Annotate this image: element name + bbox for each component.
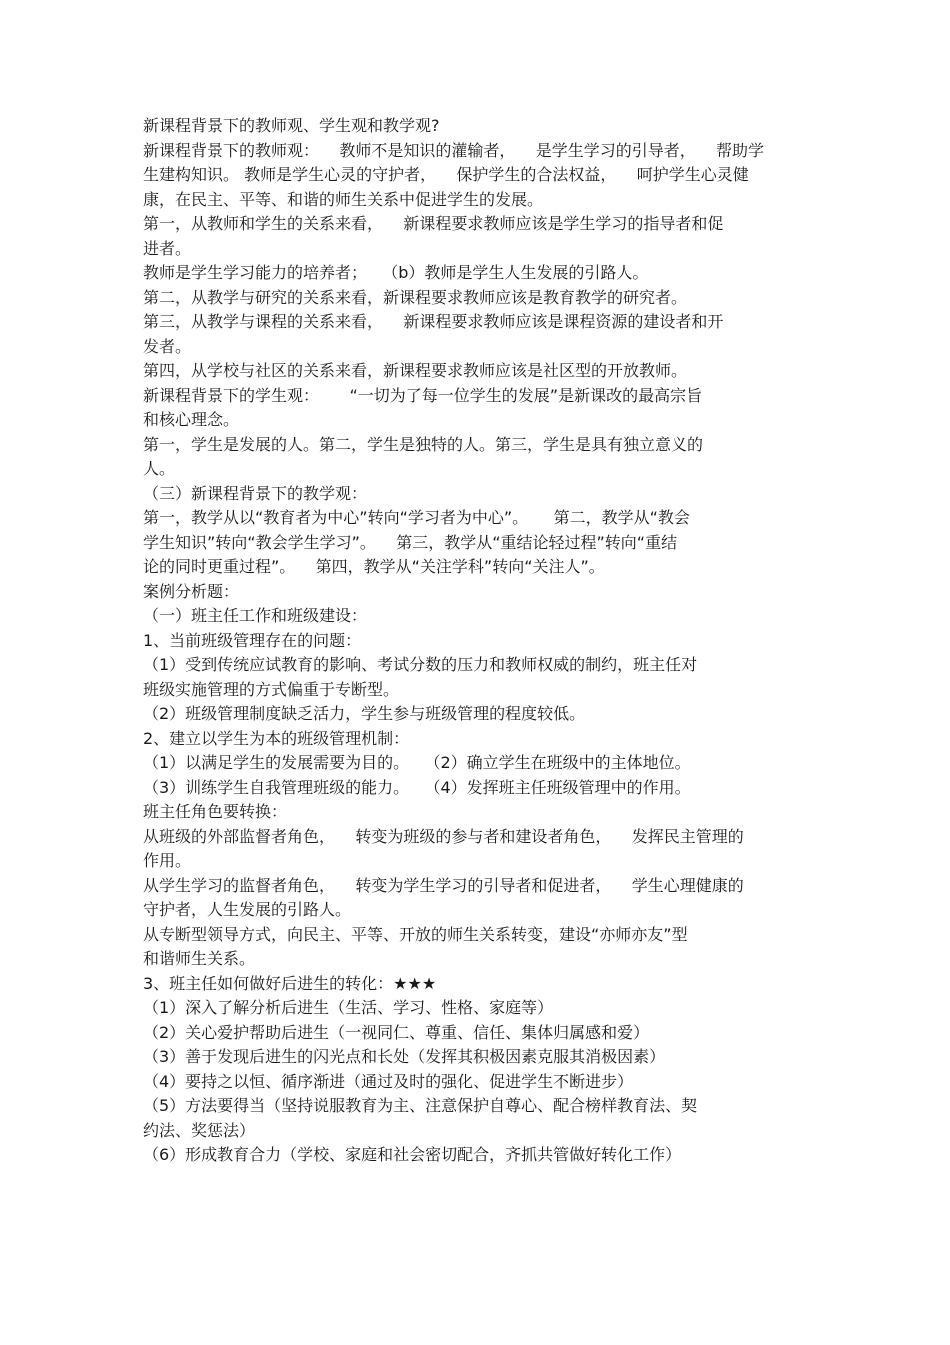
- text-line: 守护者，人生发展的引路人。: [143, 900, 352, 919]
- text-line: 第一，从教师和学生的关系来看， 新课程要求教师应该是学生学习的指导者和促: [143, 214, 724, 233]
- text-line: 发者。: [143, 336, 192, 356]
- list-item: 班级实施管理的方式偏重于专断型。: [143, 679, 400, 699]
- text-line: 进者。: [143, 238, 192, 258]
- text-line: 新课程背景下的教师观： 教师不是知识的灌输者， 是学生学习的引导者， 帮助学: [143, 140, 765, 160]
- text-line: 第一，学生是发展的人。第二，学生是独特的人。第三，学生是具有独立意义的: [143, 434, 704, 454]
- text-line: 生建构知识。 教师是学生心灵的守护者， 保护学生的合法权益， 呵护学生心灵健: [143, 165, 749, 184]
- subsection-heading: 3、班主任如何做好后进生的转化：★★★: [143, 973, 437, 993]
- text-line: 第三，从教学与课程的关系来看， 新课程要求教师应该是课程资源的建设者和开: [143, 312, 724, 331]
- list-item: （1）受到传统应试教育的影响、考试分数的压力和教师权威的制约，班主任对: [143, 655, 698, 674]
- list-item: （2）班级管理制度缺乏活力，学生参与班级管理的程度较低。: [143, 704, 586, 723]
- text-line: 和谐师生关系。: [143, 949, 256, 968]
- list-item: （5）方法要得当（坚持说服教育为主、注意保护自尊心、配合榜样教育法、契: [143, 1096, 698, 1115]
- list-item: （1）深入了解分析后进生（生活、学习、性格、家庭等）: [143, 998, 554, 1017]
- document-title: 新课程背景下的教师观、学生观和教学观?: [143, 116, 440, 135]
- document-body: [143, 114, 823, 1168]
- text-line: 和核心理念。: [143, 410, 240, 429]
- text-line: 第一，教学从以“教育者为中心”转向“学习者为中心”。 第二，教学从“教会: [143, 508, 690, 527]
- text-line: 第二，从教学与研究的关系来看，新课程要求教师应该是教育教学的研究者。: [143, 287, 688, 307]
- text-line: 人。: [143, 459, 176, 478]
- text-line: 作用。: [143, 851, 192, 870]
- text-line: 新课程背景下的学生观： “一切为了每一位学生的发展”是新课改的最高宗旨: [143, 385, 703, 405]
- list-item: （2）关心爱护帮助后进生（一视同仁、尊重、信任、集体归属感和爱）: [143, 1022, 650, 1042]
- text-line: 班主任角色要转换：: [143, 802, 288, 821]
- subsection-heading: 2、建立以学生为本的班级管理机制：: [143, 728, 410, 748]
- list-item: （3）善于发现后进生的闪光点和长处（发挥其积极因素克服其消极因素）: [143, 1047, 666, 1066]
- text-line: 从专断型领导方式，向民主、平等、开放的师生关系转变，建设“亦师亦友”型: [143, 924, 688, 944]
- text-line: 从班级的外部监督者角色， 转变为班级的参与者和建设者角色， 发挥民主管理的: [143, 826, 744, 846]
- subsection-heading: 1、当前班级管理存在的问题：: [143, 630, 362, 650]
- section-heading: （一）班主任工作和班级建设：: [143, 606, 368, 625]
- text-line: 教师是学生学习能力的培养者； （b）教师是学生人生发展的引路人。: [143, 263, 649, 282]
- list-item: （3）训练学生自我管理班级的能力。 （4）发挥班主任班级管理中的作用。: [143, 777, 691, 797]
- list-item: （6）形成教育合力（学校、家庭和社会密切配合，齐抓共管做好转化工作）: [143, 1145, 682, 1164]
- list-item: （4）要持之以恒、循序渐进（通过及时的强化、促进学生不断进步）: [143, 1071, 634, 1091]
- text-line: 第四，从学校与社区的关系来看，新课程要求教师应该是社区型的开放教师。: [143, 361, 688, 380]
- list-item: （1）以满足学生的发展需要为目的。 （2）确立学生在班级中的主体地位。: [143, 753, 691, 772]
- text-line: 论的同时更重过程”。 第四，教学从“关注学科”转向“关注人”。: [143, 557, 605, 576]
- text-line: 康，在民主、平等、和谐的师生关系中促进学生的发展。: [143, 189, 544, 209]
- section-heading: 案例分析题：: [143, 581, 240, 601]
- section-heading: （三）新课程背景下的教学观：: [143, 483, 368, 503]
- text-line: 从学生学习的监督者角色， 转变为学生学习的引导者和促进者， 学生心理健康的: [143, 875, 744, 895]
- text-line: 学生知识”转向“教会学生学习”。 第三，教学从“重结论轻过程”转向“重结: [143, 532, 678, 552]
- list-item: 约法、奖惩法）: [143, 1120, 256, 1140]
